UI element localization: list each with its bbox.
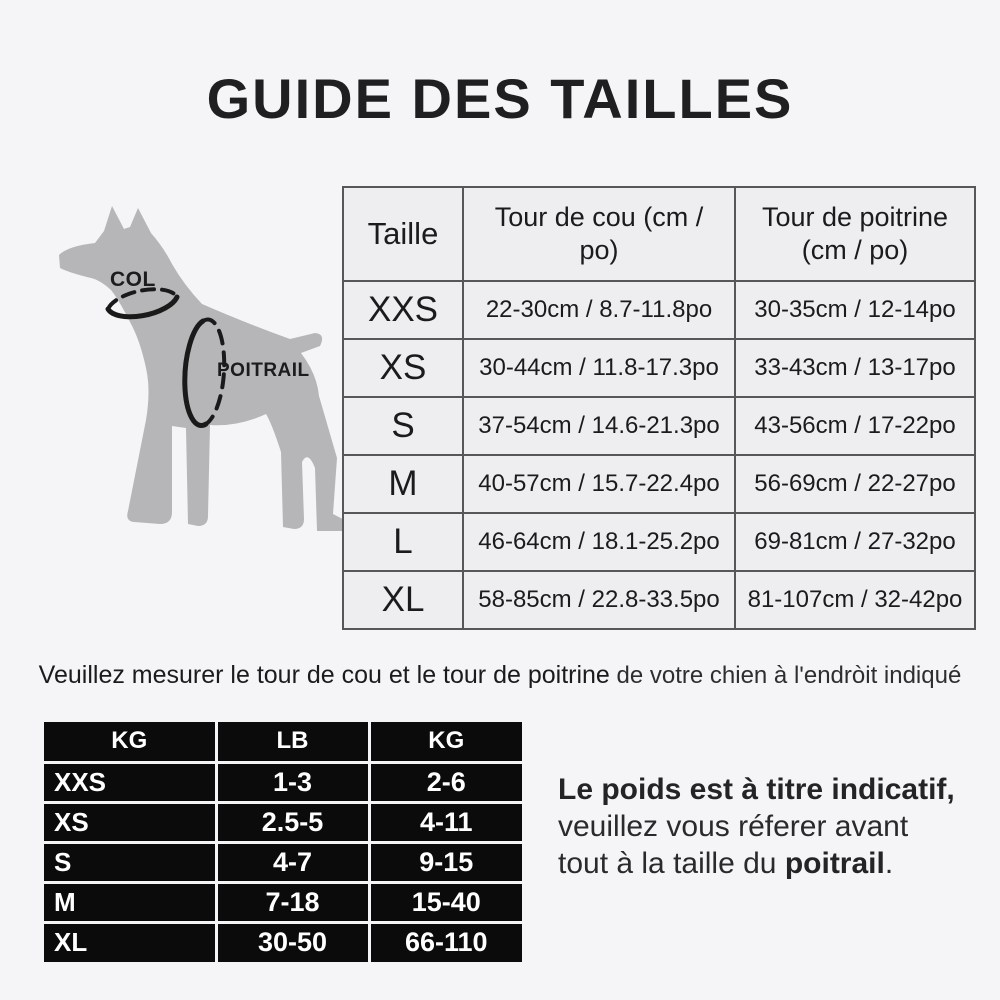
weight-size-label: S (44, 842, 216, 882)
chest-range: 33-43cm / 13-17po (735, 339, 975, 397)
size-label: XS (343, 339, 463, 397)
chest-range: 43-56cm / 17-22po (735, 397, 975, 455)
header-taille: Taille (343, 187, 463, 281)
size-table (342, 186, 976, 630)
table-row (343, 281, 975, 339)
table-row (343, 571, 975, 629)
poitrail-emphasis: poitrail (784, 847, 885, 880)
weight-kg-value: 4-11 (369, 802, 522, 842)
weight-size-label: XL (44, 922, 216, 962)
neck-range: 22-30cm / 8.7-11.8po (463, 281, 735, 339)
neck-range: 58-85cm / 22.8-33.5po (463, 571, 735, 629)
size-label: S (343, 397, 463, 455)
neck-range: 30-44cm / 11.8-17.3po (463, 339, 735, 397)
measure-note-part2: de votre chien à l'endròit indiqué (609, 662, 962, 689)
measure-note-part1: Veuillez mesurer le tour de cou et le tour de poitrine (38, 661, 610, 689)
table-row (44, 882, 522, 922)
weight-lb-value: 1-3 (216, 762, 369, 802)
weight-kg-value: 2-6 (369, 762, 522, 802)
size-table-header-row (343, 187, 975, 281)
weight-note-line1: Le poids est à titre indicatif, (558, 773, 955, 806)
size-label: M (343, 455, 463, 513)
size-label: XXS (343, 281, 463, 339)
weight-size-label: XXS (44, 762, 216, 802)
weight-lb-value: 2.5-5 (216, 802, 369, 842)
weight-lb-value: 4-7 (216, 842, 369, 882)
table-row (44, 922, 522, 962)
weight-kg-value: 15-40 (369, 882, 522, 922)
neck-range: 37-54cm / 14.6-21.3po (463, 397, 735, 455)
table-row (343, 339, 975, 397)
weight-size-label: M (44, 882, 216, 922)
table-row (44, 802, 522, 842)
weight-kg-value: 9-15 (369, 842, 522, 882)
neck-range: 46-64cm / 18.1-25.2po (463, 513, 735, 571)
weight-header-kg-2: KG (369, 722, 522, 762)
poitrail-label: POITRAIL (217, 360, 310, 381)
weight-kg-value: 66-110 (369, 922, 522, 962)
header-tour-de-poitrine: Tour de poitrine (cm / po) (735, 187, 975, 281)
weight-table-header-row (44, 722, 522, 762)
col-label: COL (110, 268, 156, 291)
chest-range: 30-35cm / 12-14po (735, 281, 975, 339)
measure-note (0, 661, 1000, 690)
chest-range: 69-81cm / 27-32po (735, 513, 975, 571)
table-row (343, 455, 975, 513)
table-row (44, 842, 522, 882)
table-row (44, 762, 522, 802)
weight-note-line2: veuillez vous réferer avant (558, 810, 909, 843)
weight-table (44, 722, 522, 962)
weight-note (558, 771, 968, 882)
weight-lb-value: 7-18 (216, 882, 369, 922)
page-title: GUIDE DES TAILLES (206, 67, 794, 130)
chest-range: 81-107cm / 32-42po (735, 571, 975, 629)
size-label: L (343, 513, 463, 571)
weight-lb-value: 30-50 (216, 922, 369, 962)
table-row (343, 513, 975, 571)
weight-header-kg-1: KG (44, 722, 216, 762)
weight-header-lb: LB (216, 722, 369, 762)
weight-note-line3: tout à la taille du poitrail. (558, 847, 894, 880)
weight-size-label: XS (44, 802, 216, 842)
table-row (343, 397, 975, 455)
neck-range: 40-57cm / 15.7-22.4po (463, 455, 735, 513)
header-tour-de-cou: Tour de cou (cm / po) (463, 187, 735, 281)
size-label: XL (343, 571, 463, 629)
chest-range: 56-69cm / 22-27po (735, 455, 975, 513)
